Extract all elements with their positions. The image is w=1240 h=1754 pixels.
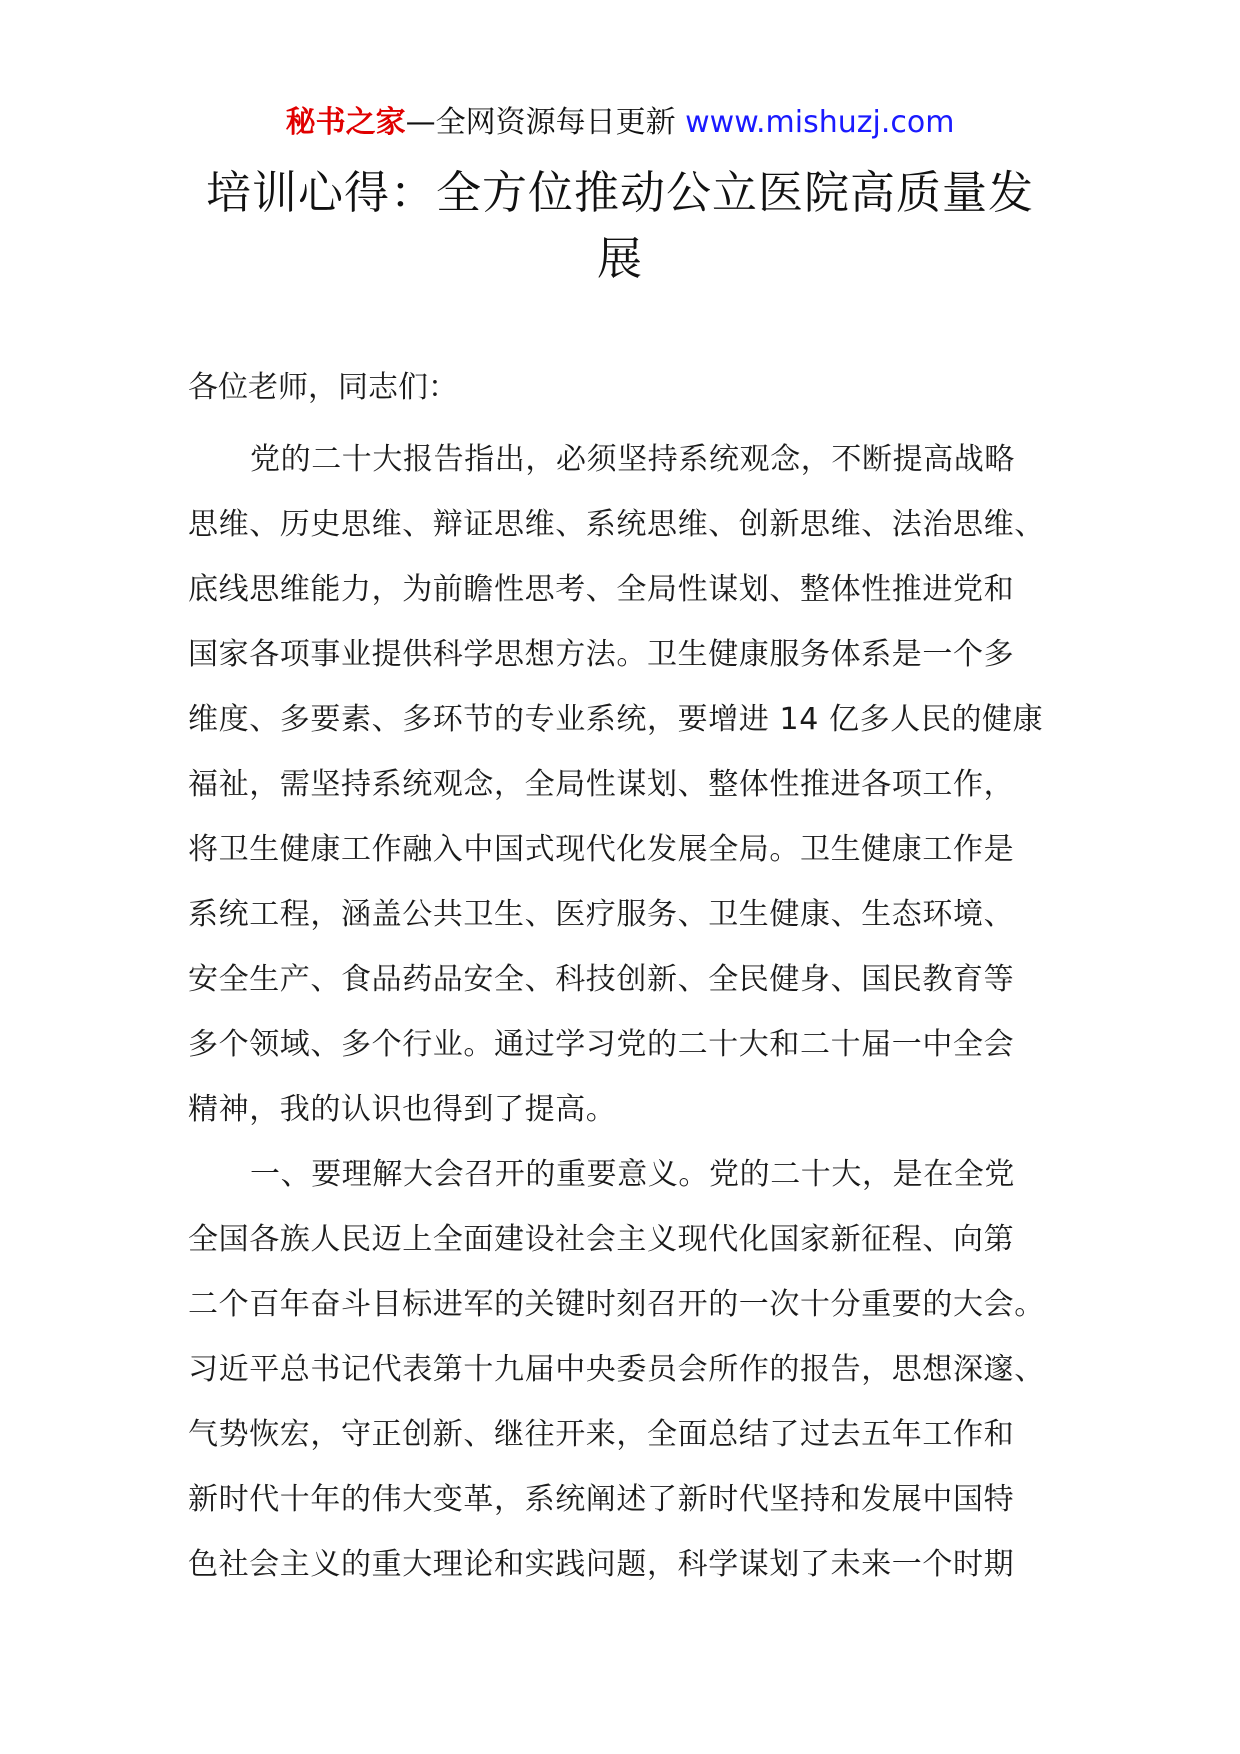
body-line: 新时代十年的伟大变革，系统阐述了新时代坚持和发展中国特 [188, 1482, 1015, 1517]
title-line-1: 培训心得：全方位推动公立医院高质量发 [205, 166, 1034, 219]
body-line: 全国各族人民迈上全面建设社会主义现代化国家新征程、向第 [188, 1222, 1015, 1257]
title-line-2: 展 [596, 232, 643, 285]
body-line: 思维、历史思维、辩证思维、系统思维、创新思维、法治思维、 [188, 507, 1045, 542]
document-title [200, 160, 1040, 292]
site-url[interactable]: www.mishuzj.com [685, 105, 955, 140]
body-line: 多个领域、多个行业。通过学习党的二十大和二十届一中全会 [188, 1027, 1015, 1062]
site-header [0, 101, 1240, 145]
body-line: 习近平总书记代表第十九届中央委员会所作的报告，思想深邃、 [188, 1352, 1045, 1387]
site-brand: 秘书之家 [285, 105, 406, 140]
salutation: 各位老师，同志们： [188, 370, 458, 405]
body-text [188, 427, 1068, 1597]
body-line: 底线思维能力，为前瞻性思考、全局性谋划、整体性推进党和 [188, 572, 1015, 607]
body-line: 精神，我的认识也得到了提高。 [188, 1092, 617, 1127]
body-line: 安全生产、食品药品安全、科技创新、全民健身、国民教育等 [188, 962, 1015, 997]
body-line: 维度、多要素、多环节的专业系统，要增进 14 亿多人民的健康 [188, 702, 1044, 737]
body-line: 色社会主义的重大理论和实践问题，科学谋划了未来一个时期 [188, 1547, 1015, 1582]
body-line: 二个百年奋斗目标进军的关键时刻召开的一次十分重要的大会。 [188, 1287, 1045, 1322]
site-slogan: —全网资源每日更新 [405, 105, 676, 140]
body-line: 国家各项事业提供科学思想方法。卫生健康服务体系是一个多 [188, 637, 1015, 672]
body-line: 党的二十大报告指出，必须坚持系统观念，不断提高战略 [250, 442, 1015, 477]
body-line: 将卫生健康工作融入中国式现代化发展全局。卫生健康工作是 [188, 832, 1015, 867]
body-line: 气势恢宏，守正创新、继往开来，全面总结了过去五年工作和 [188, 1417, 1015, 1452]
body-line: 福祉，需坚持系统观念，全局性谋划、整体性推进各项工作， [188, 767, 1015, 802]
body-line: 一、要理解大会召开的重要意义。党的二十大，是在全党 [250, 1157, 1015, 1192]
body-line: 系统工程，涵盖公共卫生、医疗服务、卫生健康、生态环境、 [188, 897, 1015, 932]
